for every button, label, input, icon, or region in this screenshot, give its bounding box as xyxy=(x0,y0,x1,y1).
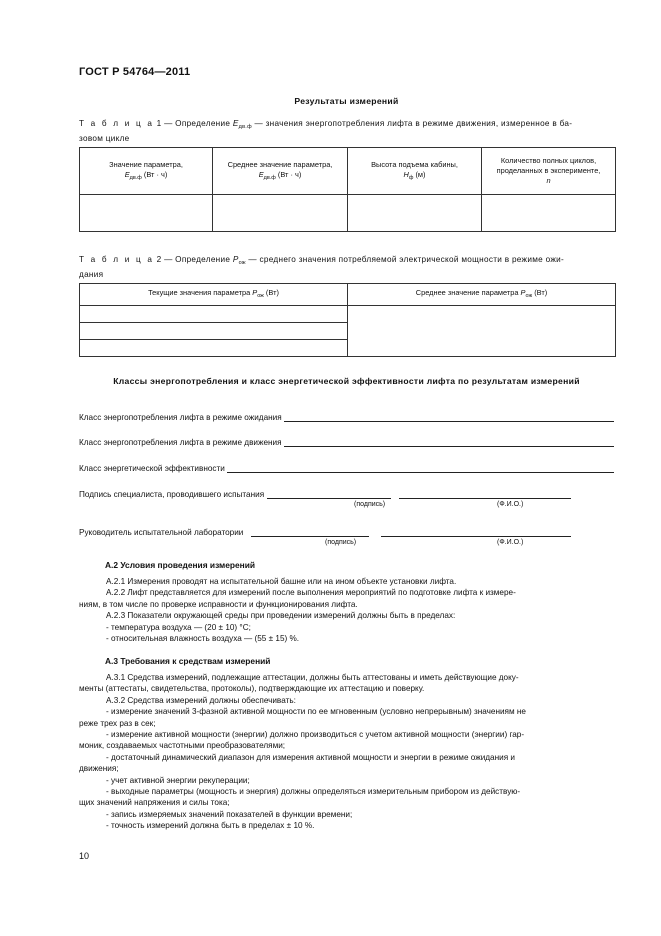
classes-title: Классы энергопотребления и класс энергетической эффективности лифта по результатам измерений xyxy=(113,376,580,386)
t1c1-unit: (Вт · ч) xyxy=(141,169,168,179)
t1c1-l1: Значение параметра, xyxy=(109,159,183,169)
t1c2-l1: Среднее значение параметра, xyxy=(227,159,333,169)
table1-cell xyxy=(482,195,616,232)
table2-caption-b: — среднего значения потребляемой электрической мощности в режиме ожи- xyxy=(245,255,565,264)
t1c2-sub: дв.ф xyxy=(263,174,276,181)
signature-blank[interactable] xyxy=(267,489,391,499)
t2c1-sub: ож xyxy=(257,293,264,299)
table2-average-cell xyxy=(348,306,616,357)
table1-sym-sub: дв.ф xyxy=(238,124,252,130)
a3-p1a: А.3.1 Средства измерений, подлежащие аттестации, должны быть аттестованы и иметь действующие доку- xyxy=(106,673,519,682)
a3-b5a: - выходные параметры (мощность и энергия) должны определяться измерительным прибором из действую- xyxy=(106,787,521,797)
a3-p2: А.3.2 Средства измерений должны обеспечивать: xyxy=(106,695,296,705)
a2-p1: А.2.1 Измерения проводят на испытательной башне или на ином объекте установки лифта. xyxy=(106,577,457,586)
efficiency-class-line xyxy=(79,461,614,473)
section-a3-body xyxy=(79,672,614,832)
a2-p2b: ниям, в том числе по проверке исправности и функционирования лифта. xyxy=(79,599,358,609)
a2-p2a: А.2.2 Лифт представляется для измерений после выполнения мероприятий по подготовке лифта к измере- xyxy=(106,588,516,598)
t1c3-sub: ф xyxy=(408,174,414,181)
head-name-hint: (Ф.И.О.) xyxy=(497,539,524,546)
a2-humid: - относительная влажность воздуха — (55 ± 15) %. xyxy=(106,634,300,644)
a3-b7: - точность измерений должна быть в пределах ± 10 %. xyxy=(106,821,315,831)
table1-col3-header xyxy=(348,148,482,195)
table2-num: 2 xyxy=(156,255,162,264)
a3-b2a: - измерение активной мощности (энергии) должно производиться с учетом активной мощности (энергии) гар- xyxy=(106,730,525,740)
t1c4-sym: n xyxy=(546,176,551,185)
a3-b5b: щих значений напряжения и силы тока; xyxy=(79,798,230,808)
table1-cell xyxy=(80,195,213,232)
table2-data-row xyxy=(80,306,616,323)
t2c1-unit: (Вт) xyxy=(263,288,279,297)
standby-class-label: Класс энергопотребления лифта в режиме ожидания xyxy=(79,413,282,422)
t2c1-sym: P xyxy=(252,288,258,297)
a3-p1b: менты (аттестаты, свидетельства, протоколы), подтверждающие их аттестацию и поверку. xyxy=(79,684,425,694)
section-a2-title: А.2 Условия проведения измерений xyxy=(105,560,255,570)
table2-label: Т а б л и ц а xyxy=(79,255,155,264)
table2-cell xyxy=(80,306,348,323)
a2-p3: А.2.3 Показатели окружающей среды при проведении измерений должны быть в пределах: xyxy=(106,611,456,621)
table2-sym-sub: ож xyxy=(238,260,246,266)
table1-col4-header xyxy=(482,148,616,195)
t2c2-l1: Среднее значение параметра xyxy=(415,288,521,297)
table1-sym: E xyxy=(232,119,239,128)
section-a2-body xyxy=(79,576,614,644)
motion-class-line xyxy=(79,435,614,447)
table2-sym: P xyxy=(232,255,239,264)
standby-class-blank[interactable] xyxy=(284,412,614,422)
table1-caption-c: зовом цикле xyxy=(79,134,130,143)
t2c2-unit: (Вт) xyxy=(532,288,548,297)
table1-num: 1 xyxy=(156,119,162,128)
t1c1-sub: дв.ф xyxy=(129,174,142,181)
table1-caption-b: — значения энергопотребления лифта в режиме движения, измеренное в ба- xyxy=(251,119,573,128)
section-a3-title: А.3 Требования к средствам измерений xyxy=(105,656,271,666)
table2-caption xyxy=(79,254,614,280)
table2-caption-a: — Определение xyxy=(161,255,233,264)
table1-cell xyxy=(348,195,482,232)
table2-header-row xyxy=(80,284,616,306)
t2c2-sub: ож xyxy=(525,293,533,299)
a3-b3a: - достаточный динамический диапазон для измерения активной мощности и энергии в режиме ожидания и xyxy=(106,752,515,762)
table2 xyxy=(79,283,616,357)
a2-temp: - температура воздуха — (20 ± 10) °С; xyxy=(106,622,251,632)
motion-class-label: Класс энергопотребления лифта в режиме движения xyxy=(79,438,282,447)
table2-cell xyxy=(80,340,348,357)
results-title: Результаты измерений xyxy=(294,96,399,106)
a3-b3b: движения; xyxy=(79,764,119,774)
motion-class-blank[interactable] xyxy=(284,437,614,447)
signature-line xyxy=(79,487,614,499)
table1 xyxy=(79,147,616,232)
page-number: 10 xyxy=(79,851,90,861)
table2-col1-header xyxy=(80,284,348,306)
head-signature-hint: (подпись) xyxy=(325,539,357,546)
t1c4-l1: Количество полных циклов, xyxy=(500,156,597,165)
signature-hint: (подпись) xyxy=(354,501,386,508)
a3-b4: - учет активной энергии рекуперации; xyxy=(106,775,250,785)
a3-b2b: моник, создаваемых частотными преобразователями; xyxy=(79,741,286,751)
t2c1-l1: Текущие значения параметра xyxy=(148,288,253,297)
doc-code: ГОСТ Р 54764—2011 xyxy=(79,66,191,78)
table1-col1-header xyxy=(80,148,213,195)
table2-caption-c: дания xyxy=(79,270,104,279)
a3-b1b: реже трех раз в сек; xyxy=(79,718,156,728)
table1-cell xyxy=(213,195,348,232)
a3-b6: - запись измеряемых значений показателей в функции времени; xyxy=(106,809,353,819)
t1c3-unit: (м) xyxy=(413,169,426,179)
t1c3-l1: Высота подъема кабины, xyxy=(371,159,458,169)
t1c3-sym: H xyxy=(403,169,409,179)
t1c4-l2: проделанных в эксперименте, xyxy=(496,166,601,175)
a3-b1a: - измерение значений 3-фазной активной мощности по ее мгновенным (условно непрерывным) значениям не xyxy=(106,707,526,717)
table1-header-row xyxy=(80,148,616,195)
table1-label: Т а б л и ц а xyxy=(79,119,155,128)
head-sign-blank[interactable] xyxy=(251,527,369,537)
name-hint: (Ф.И.О.) xyxy=(497,501,524,508)
t1c2-unit: (Вт · ч) xyxy=(275,169,302,179)
t1c1-sym: E xyxy=(124,169,130,179)
table1-caption-a: — Определение xyxy=(161,119,233,128)
t1c2-sym: E xyxy=(258,169,264,179)
head-line xyxy=(79,525,614,537)
table1-caption xyxy=(79,118,614,144)
table1-col2-header xyxy=(213,148,348,195)
efficiency-class-blank[interactable] xyxy=(227,463,614,473)
efficiency-class-label: Класс энергетической эффективности xyxy=(79,464,225,473)
standby-class-line xyxy=(79,410,614,422)
signature-name-blank[interactable] xyxy=(399,489,571,499)
head-name-blank[interactable] xyxy=(381,527,571,537)
signature-label: Подпись специалиста, проводившего испытания xyxy=(79,490,265,499)
head-label: Руководитель испытательной лаборатории xyxy=(79,528,244,537)
table1-data-row xyxy=(80,195,616,232)
table2-cell xyxy=(80,323,348,340)
table2-col2-header xyxy=(348,284,616,306)
t2c2-sym: P xyxy=(520,288,526,297)
